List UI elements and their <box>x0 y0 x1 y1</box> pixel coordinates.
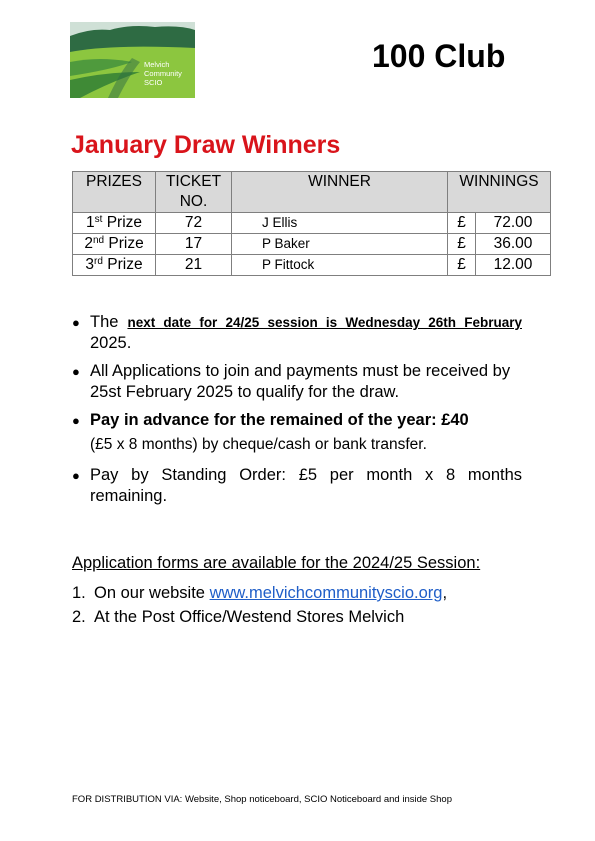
logo-line: SCIO <box>144 78 163 87</box>
winner-cell: J Ellis <box>232 213 448 234</box>
info-bullets <box>72 312 522 514</box>
forms-heading: Application forms are available for the 2024/25 Session: <box>72 554 481 572</box>
prize-cell: 3rd Prize <box>73 255 156 276</box>
header-prizes: PRIZES <box>73 172 156 213</box>
ticket-cell: 72 <box>156 213 232 234</box>
amount-cell: 36.00 <box>476 234 551 255</box>
footer-distribution: FOR DISTRIBUTION VIA: Website, Shop noticeboard, SCIO Noticeboard and inside Shop <box>72 794 452 805</box>
logo-text <box>144 60 204 87</box>
amount-cell: 12.00 <box>476 255 551 276</box>
pay-advance-bold: Pay in advance for the remained of the year: £40 <box>90 411 469 429</box>
ticket-cell: 21 <box>156 255 232 276</box>
winner-cell: P Baker <box>232 234 448 255</box>
bullet-applications: ● All Applications to join and payments must be received by 25st February 2025 to qualify for the draw. <box>72 362 511 401</box>
bullet-dot-icon: ● <box>72 364 80 379</box>
currency-cell: £ <box>448 234 476 255</box>
next-date-highlight: next date for 24/25 session is Wednesday 26th February <box>127 315 522 330</box>
logo-line: Community <box>144 69 182 78</box>
list-item: 1. On our website www.melvichcommunityscio.org, <box>72 584 448 602</box>
bullet-next-date: ● The next date for 24/25 session is Wednesday 26th February 2025. <box>72 313 522 352</box>
prize-cell: 2nd Prize <box>73 234 156 255</box>
forms-list <box>72 581 447 629</box>
bullet-dot-icon: ● <box>72 315 80 330</box>
logo-line: Melvich <box>144 60 170 69</box>
winner-cell: P Fittock <box>232 255 448 276</box>
bullet-standing-order: ● Pay by Standing Order: £5 per month x 8 months remaining. <box>72 466 522 505</box>
prize-cell: 1st Prize <box>73 213 156 234</box>
bullet-dot-icon: ● <box>72 468 80 483</box>
table-row <box>73 255 551 276</box>
website-link[interactable]: www.melvichcommunityscio.org <box>209 584 443 602</box>
header-winner: WINNER <box>232 172 448 213</box>
table-row <box>73 234 551 255</box>
currency-cell: £ <box>448 255 476 276</box>
draw-heading: January Draw Winners <box>71 131 341 159</box>
currency-cell: £ <box>448 213 476 234</box>
ticket-cell: 17 <box>156 234 232 255</box>
page-title: 100 Club <box>372 38 506 74</box>
header-winnings: WINNINGS <box>448 172 551 213</box>
table-row <box>73 213 551 234</box>
winners-table <box>72 171 551 276</box>
bullet-dot-icon: ● <box>72 413 80 428</box>
list-item: 2. At the Post Office/Westend Stores Melvich <box>72 608 405 626</box>
table-header-row <box>73 172 551 213</box>
header-ticket: TICKET NO. <box>156 172 232 213</box>
bullet-pay-advance: ● Pay in advance for the remained of the year: £40 (£5 x 8 months) by cheque/cash or bank transfer. <box>72 411 469 453</box>
amount-cell: 72.00 <box>476 213 551 234</box>
